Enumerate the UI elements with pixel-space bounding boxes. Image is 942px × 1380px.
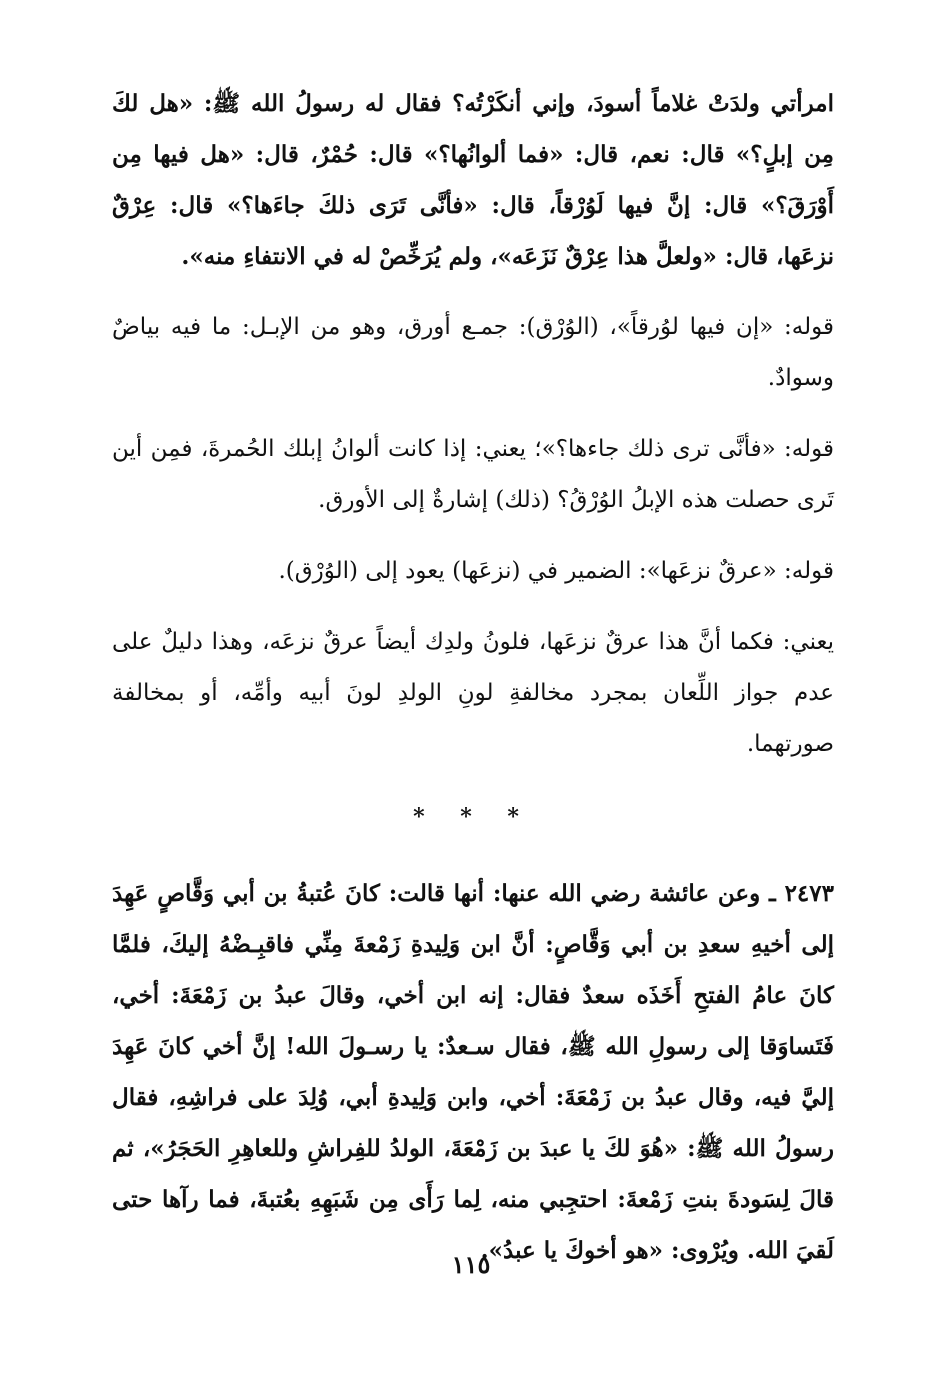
page-number: ١١٥ bbox=[451, 1250, 491, 1279]
commentary-paragraph-4: يعني: فكما أنَّ هذا عرقٌ نزعَها، فلونُ ولدِك أيضاً عرقٌ نزعَه، وهذا دليلٌ على عدم جواز اللِّعان بمجرد مخالفةِ لونِ الولدِ لونَ أبيه وأمِّه، أو بمخالفة صورتهما. bbox=[112, 629, 835, 757]
commentary-paragraph-1: قوله: «إن فيها لوُرقاً»، (الوُرْق): جمـع أورق، وهو من الإبـل: ما فيه بياضٌ وسوادٌ. bbox=[112, 314, 834, 391]
hadith-paragraph: ٢٤٧٣ ـ وعن عائشة رضي الله عنها: أنها قالت: كانَ عُتبةُ بن أبي وَقَّاصٍ عَهِدَ إلى أخيهِ سعدِ بن أبي وَقَّاصٍ: أنَّ ابن وَلِيدةِ زَمْعةَ مِنِّي فاقبِـضْهُ إليكَ، فلمَّا كانَ عامُ الفتحِ أَخَذَه سعدٌ فقال: إنه ابن أخي، وقالَ عبدُ بن زَمْعَةَ: أخي، فَتَساوَقا إلى رسولِ الله ﷺ، فقال سـعدٌ: يا رسـولَ الله! إنَّ أخي كانَ عَهِدَ إليَّ فيه، وقال عبدُ بن زَمْعَةَ: أخي، وابن وَلِيدةِ أبي، وُلِدَ على فراشِهِ، فقال رسولُ الله ﷺ: «هُوَ لكَ يا عبدَ بن زَمْعَةَ، الولدُ للفِراشِ وللعاهِرِ الحَجَرُ»، ثم قالَ لِسَودةَ بنتِ زَمْعةَ: احتجِبي منه، لِما رَأَى مِن شَبَهِهِ بعُتبةَ، فما رآها حتى لَقيَ الله. ويُرْوى: «هو أخوكَ يا عبدُ». bbox=[112, 880, 834, 1264]
commentary-paragraph-2: قوله: «فأنَّى ترى ذلك جاءها؟»؛ يعني: إذا كانت ألوانُ إبلك الحُمرةَ، فمِن أين تَرى حصلت هذه الإبلُ الوُرْقُ؟ (ذلك) إشارةٌ إلى الأورق. bbox=[112, 436, 834, 513]
commentary-paragraph-3: قوله: «عرقٌ نزعَها»: الضمير في (نزعَها) يعود إلى (الوُرْق). bbox=[278, 558, 834, 584]
section-separator: * * * bbox=[413, 804, 533, 830]
hadith-continuation-paragraph: امرأتي ولدَتْ غلاماً أسودَ، وإني أنكَرْتُه؟ فقال له رسولُ الله ﷺ: «هل لكَ مِن إبلٍ؟» قال: نعم، قال: «فما ألوانُها؟» قال: حُمْرٌ، قال: «هل فيها مِن أَوْرَقَ؟» قال: إنَّ فيها لَوُرْقاً، قال: «فأنَّى تَرَى ذلكَ جاءَها؟» قال: عِرْقٌ نزعَها، قال: «ولعلَّ هذا عِرْقٌ نَزَعَه»، ولم يُرَخِّصْ له في الانتفاءِ منه». bbox=[112, 90, 834, 270]
page-content bbox=[112, 78, 834, 1276]
